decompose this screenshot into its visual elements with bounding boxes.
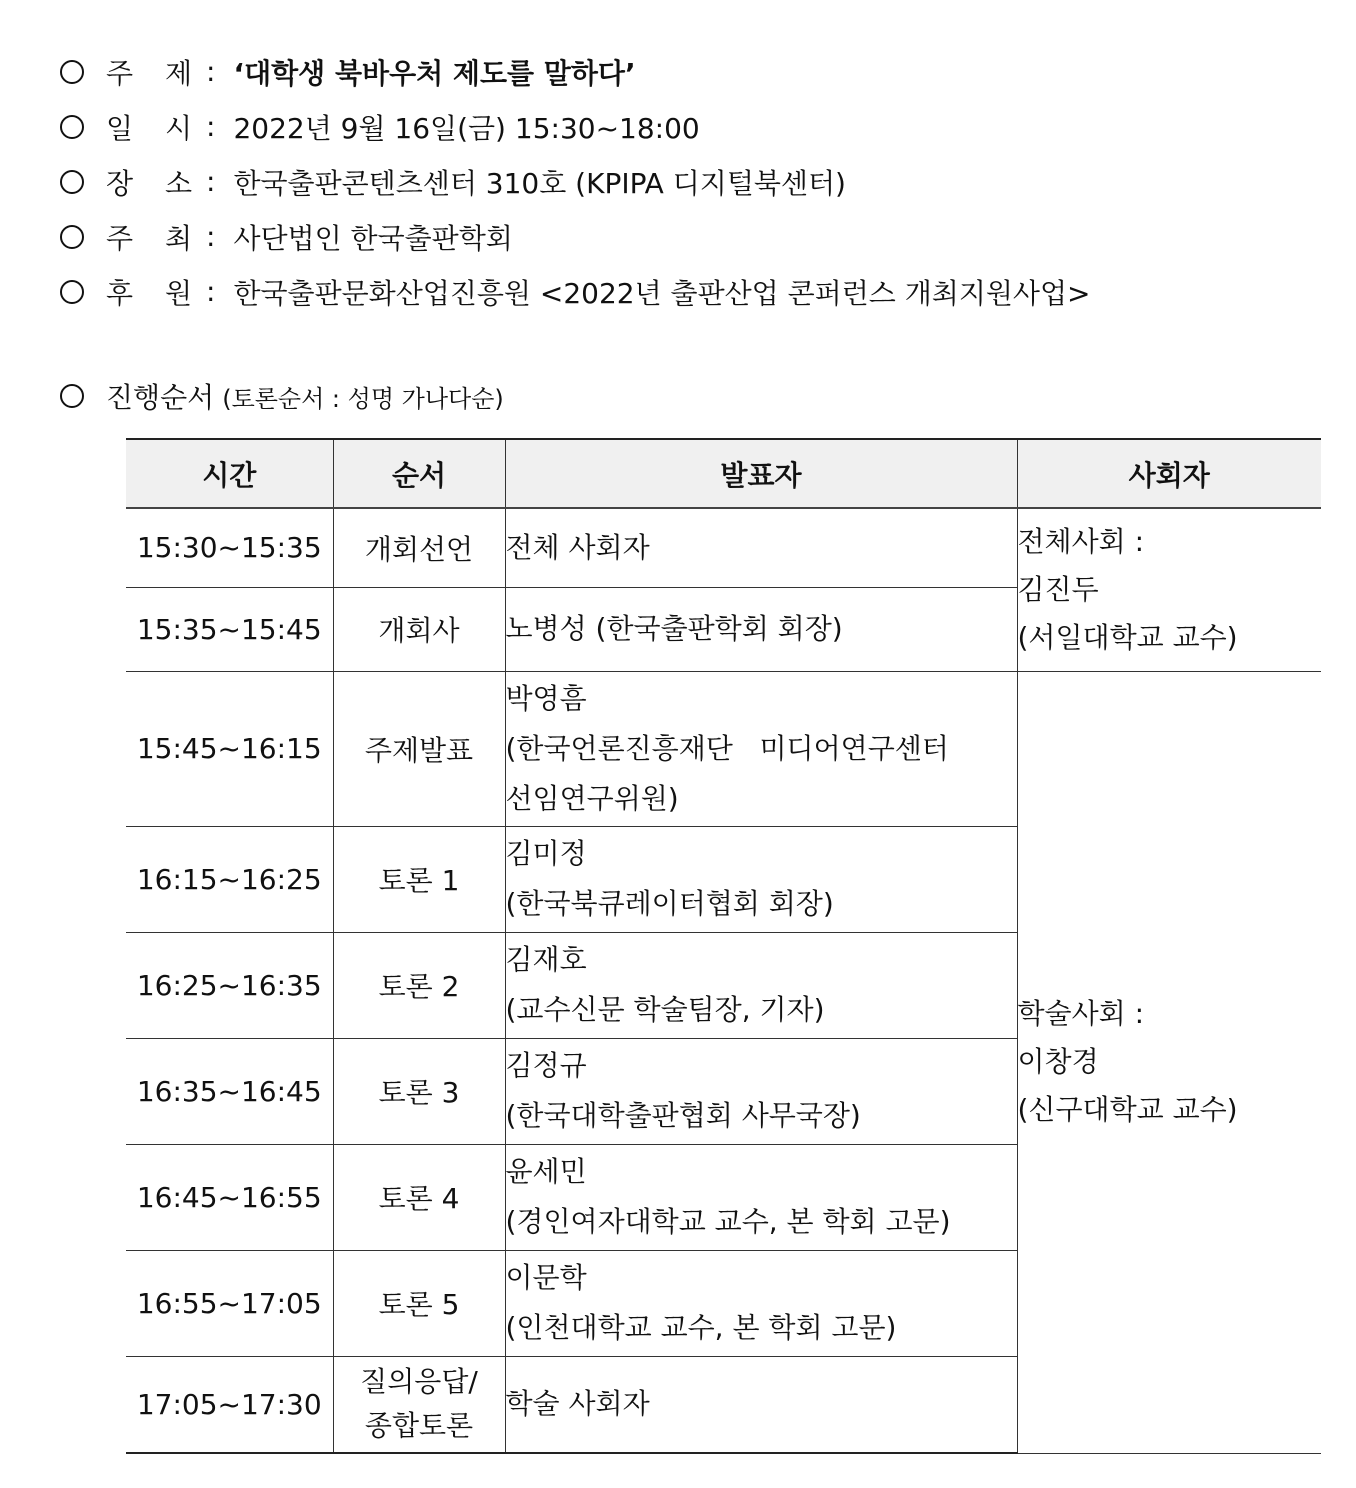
program-order-heading [60,376,504,416]
info-label: 주 최 [106,221,192,255]
speaker-cell: 박영흠 (한국언론진흥재단 미디어연구센터 선임연구위원) [505,671,1017,826]
time-cell: 15:45~16:15 [126,671,333,826]
speaker-cell: 학술 사회자 [505,1356,1017,1453]
event-info [60,44,1090,319]
info-colon: : [206,165,216,198]
table-row [126,508,1321,587]
speaker-cell: 노병성 (한국출판학회 회장) [505,587,1017,671]
topic-value: ‘대학생 북바우처 제도를 말하다’ [233,56,636,90]
circle-bullet-icon [60,280,84,304]
speaker-cell: 윤세민 (경인여자대학교 교수, 본 학회 고문) [505,1144,1017,1250]
info-row-datetime [60,99,1090,154]
time-cell: 16:55~17:05 [126,1250,333,1356]
speaker-cell: 이문학 (인천대학교 교수, 본 학회 고문) [505,1250,1017,1356]
order-cell: 개회사 [333,587,505,671]
schedule-table [126,438,1321,1454]
time-cell: 15:30~15:35 [126,508,333,587]
speaker-cell: 김재호 (교수신문 학술팀장, 기자) [505,932,1017,1038]
time-cell: 16:35~16:45 [126,1038,333,1144]
info-row-topic [60,44,1090,99]
speaker-cell: 전체 사회자 [505,508,1017,587]
host-value: 사단법인 한국출판학회 [233,221,513,255]
info-row-venue [60,154,1090,209]
info-row-host [60,209,1090,264]
order-cell: 주제발표 [333,671,505,826]
circle-bullet-icon [60,384,84,408]
info-colon: : [206,110,216,143]
header-order: 순서 [333,439,505,508]
header-speaker: 발표자 [505,439,1017,508]
order-cell: 토론 1 [333,826,505,932]
info-label: 주 제 [106,56,192,90]
circle-bullet-icon [60,60,84,84]
order-cell: 개회선언 [333,508,505,587]
time-cell: 16:45~16:55 [126,1144,333,1250]
moderator-cell: 전체사회 : 김진두 (서일대학교 교수) [1017,508,1321,671]
datetime-value: 2022년 9월 16일(금) 15:30~18:00 [233,111,700,145]
time-cell: 17:05~17:30 [126,1356,333,1453]
order-cell: 질의응답/ 종합토론 [333,1356,505,1453]
info-colon: : [206,275,216,308]
info-row-sponsor [60,264,1090,319]
order-cell: 토론 2 [333,932,505,1038]
time-cell: 16:25~16:35 [126,932,333,1038]
moderator-cell: 학술사회 : 이창경 (신구대학교 교수) [1017,671,1321,1453]
speaker-cell: 김미정 (한국북큐레이터협회 회장) [505,826,1017,932]
order-cell: 토론 4 [333,1144,505,1250]
time-cell: 16:15~16:25 [126,826,333,932]
order-cell: 토론 3 [333,1038,505,1144]
order-cell: 토론 5 [333,1250,505,1356]
header-moderator: 사회자 [1017,439,1321,508]
table-row [126,671,1321,826]
circle-bullet-icon [60,170,84,194]
info-label: 후 원 [106,276,192,310]
info-label: 일 시 [106,111,192,145]
sponsor-value: 한국출판문화산업진흥원 <2022년 출판산업 콘퍼런스 개최지원사업> [233,276,1091,310]
info-colon: : [206,55,216,88]
info-colon: : [206,220,216,253]
circle-bullet-icon [60,115,84,139]
program-order-title: 진행순서 [106,381,215,414]
table-header-row [126,439,1321,508]
header-time: 시간 [126,439,333,508]
time-cell: 15:35~15:45 [126,587,333,671]
info-label: 장 소 [106,166,192,200]
circle-bullet-icon [60,225,84,249]
speaker-cell: 김정규 (한국대학출판협회 사무국장) [505,1038,1017,1144]
venue-value: 한국출판콘텐츠센터 310호 (KPIPA 디지털북센터) [233,166,846,200]
program-order-note: (토론순서 : 성명 가나다순) [222,384,504,413]
